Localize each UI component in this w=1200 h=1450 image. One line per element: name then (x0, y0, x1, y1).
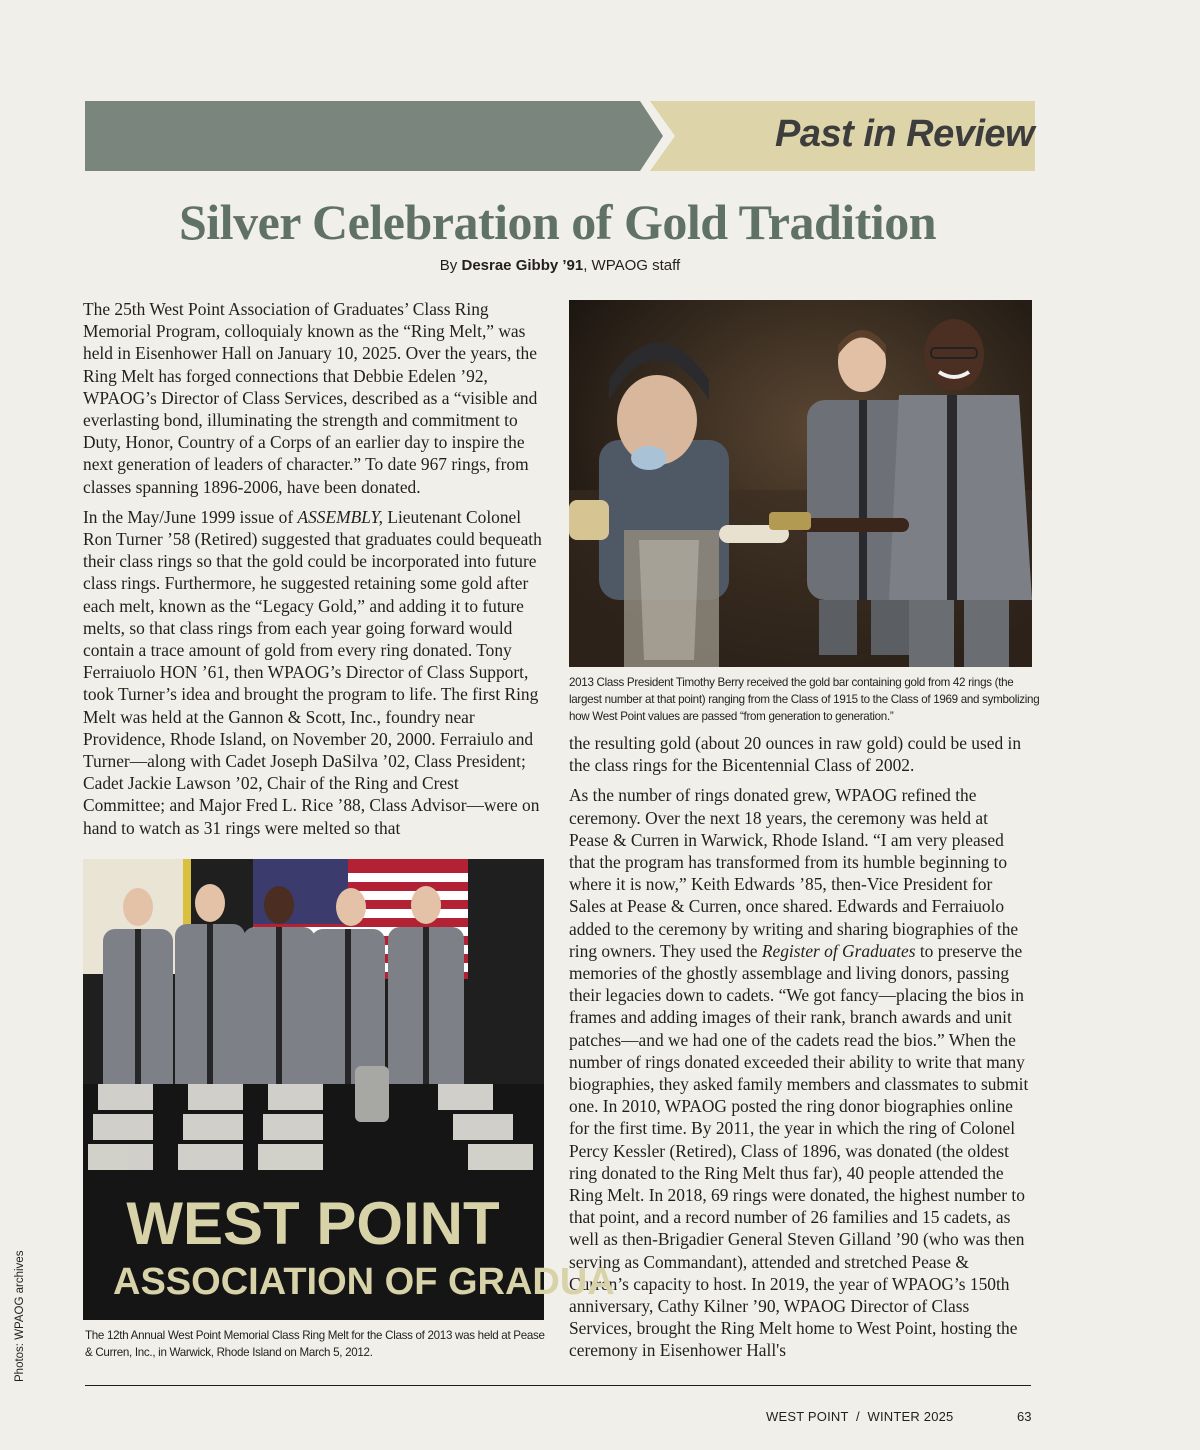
footer-rule (85, 1385, 1031, 1386)
ceremony-photo-illustration (569, 300, 1032, 667)
paragraph-2-continued: the resulting gold (about 20 ounces in raw gold) could be used in the class rings for the Bicentennial Class of 2002. (569, 733, 1022, 776)
cadets-row (103, 924, 464, 1099)
table-banner-line2: ASSOCIATION OF GRADUA (113, 1261, 615, 1303)
ceremony-photo-caption: 2013 Class President Timothy Berry received the gold bar containing gold from 42 rings (the largest number at that point) ranging from the Class of 1915 to the Class of 1969 and symbolizing how West Point values are passed “from generation to generation.” (569, 676, 1040, 723)
crucible (355, 1066, 389, 1122)
group-photo-caption: The 12th Annual West Point Memorial Class Ring Melt for the Class of 2013 was held at Pease & Curren, Inc., in Warwick, Rhode Island on March 5, 2012. (85, 1329, 545, 1359)
cadets-photo-illustration (83, 859, 615, 1320)
banner-dark-band (85, 101, 663, 171)
article-column-left (83, 298, 545, 847)
paragraph-1: The 25th West Point Association of Graduates’ Class Ring Memorial Program, colloquialy known as the “Ring Melt,” was held in Eisenhower Hall on January 10, 2025. Over the years, the Ring Melt has forged connections that Debbie Edelen ’92, WPAOG’s Director of Class Services, described as a “visible and everlasting bond, illuminating the strength and commitment to Duty, Honor, Country of a Corps of an earlier day to inspire the next generation of leaders of character.” To date 967 rings, from classes spanning 1896-2006, have been donated. (83, 299, 538, 497)
byline: By Desrae Gibby ’91, WPAOG staff (439, 257, 681, 274)
publication-footer: WEST POINT / WINTER 2025 (766, 1409, 954, 1424)
table-banner-line1: WEST POINT (126, 1190, 500, 1257)
page-number: 63 (1017, 1409, 1032, 1424)
paragraph-2: In the May/June 1999 issue of ASSEMBLY, Lieutenant Colonel Ron Turner ’58 (Retired) suggested that graduates could bequeath their class rings so that the gold could be incorporated into future class rings. Furthermore, he suggested retaining some gold after each melt, known as the “Legacy Gold,” and adding it to future melts, so that class rings from each year going forward would contain a trace amount of gold from every ring donated. Tony Ferraiuolo HON ’61, then WPAOG’s Director of Class Support, took Turner’s idea and brought the program to life. The first Ring Melt was held at the Gannon & Scott, Inc., foundry near Providence, Rhode Island, on November 20, 2000. Ferraiulo and Turner—along with Cadet Joseph DaSilva ’02, Class President; Cadet Jackie Lawson ’02, Chair of the Ring and Crest Committee; and Major Fred L. Rice ’88, Class Advisor—were on hand to watch as 31 rings were melted so that (83, 506, 542, 838)
section-title: Past in Review (775, 113, 1035, 155)
byline-author: Desrae Gibby ’91 (461, 257, 584, 274)
article-title: Silver Celebration of Gold Tradition (178, 194, 937, 250)
paragraph-3: As the number of rings donated grew, WPAOG refined the ceremony. Over the next 18 years, the ceremony was held at Pease & Curren in Warwick, Rhode Island. “I am very pleased that the program has transformed from its humble beginning to where it is now,” Keith Edwards ’85, then-Vice President for Sales at Pease & Curren, once shared. Edwards and Ferraiuolo added to the ceremony by writing and sharing biographies of the ring owners. They used the Register of Graduates to preserve the memories of the ghostly assemblage and living donors, passing their legacies down to cadets. “We got fancy—placing the bios in frames and adding images of their rank, branch awards and unit patches—and we had one of the cadets read the bios.” When the number of rings donated exceeded their ability to write that many biographies, they asked family members and classmates to submit one. In 2010, WPAOG posted the ring donor biographies online for the first time. By 2011, the year in which the ring of Colonel Percy Kessler (Retired), Class of 1896, was donated (the oldest ring donated to the Ring Melt thus far), 40 people attended the Ring Melt. In 2018, 69 rings were donated, the highest number to that point, and a record number of 26 families and 15 cadets, as well as then-Brigadier General Steven Gilland ’90 (who was then serving as Commandant), attended and stretched Pease & Curren’s capacity to host. In 2019, the year of WPAOG’s 150th anniversary, Cathy Kilner ’90, WPAOG Director of Class Services, brought the Ring Melt home to West Point, hosting the ceremony in Eisenhower Hall's (569, 785, 1029, 1361)
section-banner (85, 101, 1035, 171)
gold-bar (769, 512, 811, 530)
ceremony-photo (569, 300, 1032, 667)
article-column-right (569, 732, 1031, 1370)
photo-credit: Photos: WPAOG archives (14, 1250, 26, 1382)
cadets-group-photo (83, 859, 615, 1320)
